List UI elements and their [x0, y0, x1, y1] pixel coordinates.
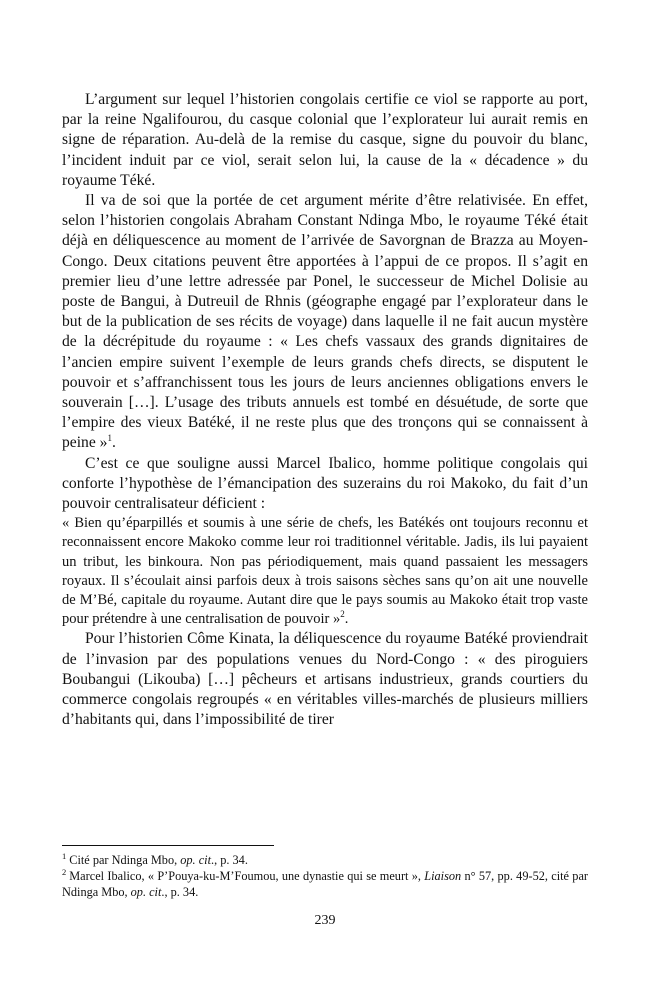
- paragraph-2-end: .: [111, 434, 116, 452]
- paragraph-2: [62, 191, 588, 454]
- footnote-1-mark: 1: [62, 850, 67, 861]
- page-body: [62, 90, 588, 731]
- footnote-2-italic-2: op. cit: [130, 885, 162, 899]
- footnote-2-text: Marcel Ibalico, « P’Pouya-ku-M’Foumou, une dynastie qui se meurt »,: [69, 869, 425, 883]
- block-quote-end: .: [344, 611, 349, 628]
- footnote-1-text: Cité par Ndinga Mbo,: [69, 853, 181, 867]
- footnote-2: [62, 868, 588, 900]
- footnote-1: [62, 852, 588, 868]
- footnote-divider: [62, 845, 274, 846]
- block-quote: [62, 514, 588, 629]
- footnote-ref-2: 2: [340, 609, 345, 620]
- block-quote-text: « Bien qu’éparpillés et soumis à une série de chefs, les Batékés ont toujours reconnu et reconnaissent encore Makoko comme leur roi traditionnel véritable. Jadis, ils lui payaient un tribut, les binkoura. Non pas périodiquement, mais quand passaient les messagers royaux. Il s’écoulait ainsi parfois deux à trois saisons sèches sans qu’on ait une nouvelle de M’Bé, capitale du royaume. Autant dire que le pays soumis au Makoko était trop vaste pour prétendre à une centralisation de pouvoir »: [62, 515, 588, 628]
- paragraph-2-text: Il va de soi que la portée de cet argument mérite d’être relativisée. En effet, selon l’historien congolais Abraham Constant Ndinga Mbo, le royaume Téké était déjà en déliquescence au moment de l’arrivée de Savorgnan de Brazza au Moyen-Congo. Deux citations peuvent être apportées à l’appui de ce propos. Il s’agit en premier lieu d’une lettre adressée par Ponel, le successeur de Michel Dolisie au poste de Bangui, à Dutreuil de Rhnis (géographe engagé par l’explorateur dans le but de la publication de ses récits de voyage) dans laquelle il ne fait aucun mystère de la décrépitude du royaume : « Les chefs vassaux des grands dignitaires de l’ancien empire suivent l’exemple de leurs grands chefs directs, se disputent le pouvoir et s’affranchissent tous les jours de leurs anciennes obligations envers le souverain […]. L’usage des tributs annuels est tombé en désuétude, de sorte que l’empire des vieux Batéké, il ne reste plus que des tronçons qui se connaissent à peine »: [62, 192, 588, 452]
- footnote-2-mid: n° 57, pp. 49-52, cité par Ndinga Mbo,: [62, 869, 588, 899]
- footnote-ref-1: 1: [107, 433, 112, 444]
- footnote-1-tail: ., p. 34.: [211, 853, 248, 867]
- paragraph-1: L’argument sur lequel l’historien congolais certifie ce viol se rapporte au port, par la reine Ngalifourou, du casque colonial que l’explorateur lui aurait remis en signe de réparation. Au-delà de la remise du casque, signe du pouvoir du blanc, l’incident induit par ce viol, serait selon lui, la cause de la « décadence » du royaume Téké.: [62, 91, 588, 189]
- footnote-2-italic: Liaison: [424, 869, 462, 883]
- footnote-1-italic: op. cit: [180, 853, 211, 867]
- footnotes: [62, 845, 588, 900]
- footnote-2-mark: 2: [62, 866, 67, 877]
- footnote-2-tail: ., p. 34.: [161, 885, 199, 899]
- paragraph-3: C’est ce que souligne aussi Marcel Ibalico, homme politique congolais qui conforte l’hypothèse de l’émancipation des suzerains du roi Makoko, du fait d’un pouvoir centralisateur déficient :: [62, 454, 588, 513]
- page-number: 239: [314, 913, 336, 928]
- paragraph-4: Pour l’historien Côme Kinata, la déliquescence du royaume Batéké proviendrait de l’invasion par des populations venues du Nord-Congo : « des piroguiers Boubangui (Likouba) […] pêcheurs et artisans industrieux, grands courtiers du commerce congolais regroupés « en véritables villes-marchés de plusieurs milliers d’habitants qui, dans l’impossibilité de tirer: [62, 630, 588, 729]
